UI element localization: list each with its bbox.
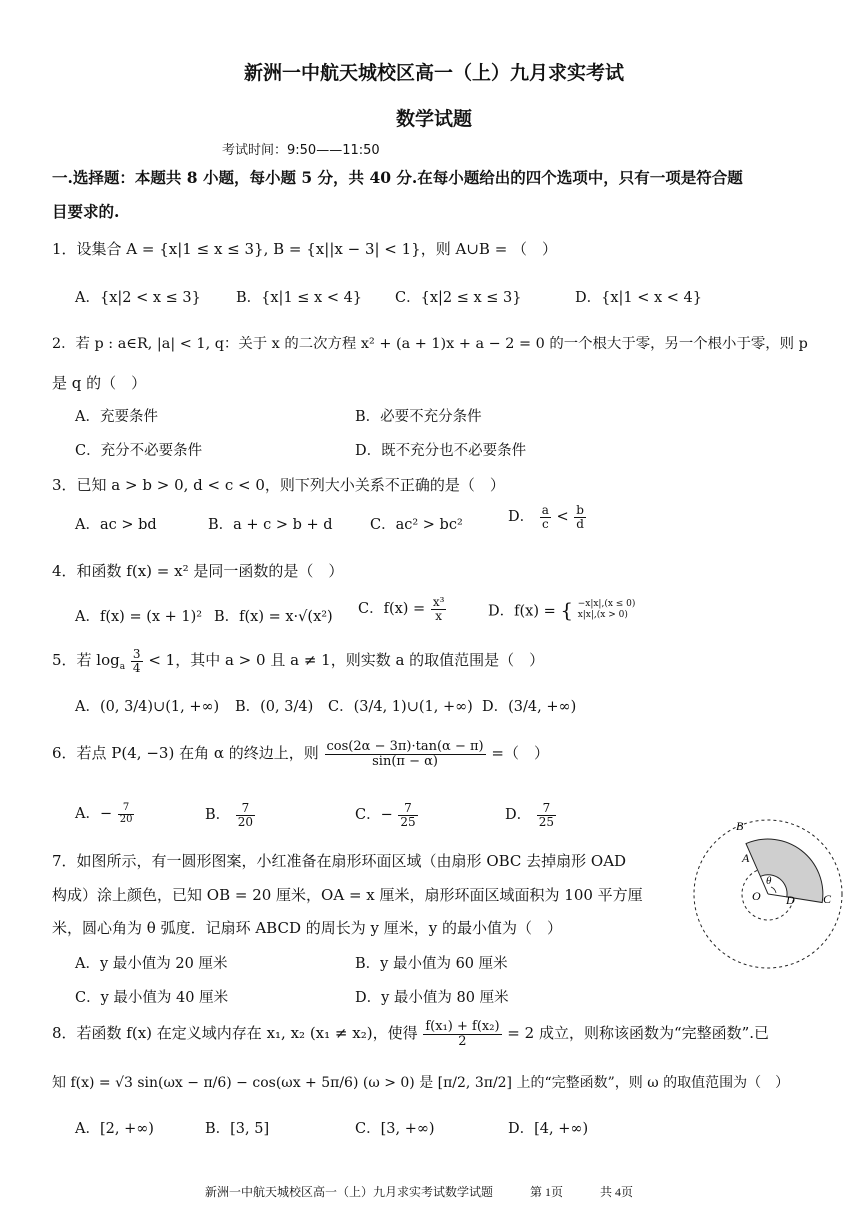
- q2-option-d: D．既不充分也不必要条件: [355, 443, 527, 459]
- q8-stem-line2: 知 f(x) = √3 sin(ωx − π/6) − cos(ωx + 5π/6) (ω > 0) 是 [π/2, 3π/2] 上的“完整函数”，则 ω 的取值范围为（ ）: [52, 1075, 790, 1091]
- q2-option-b: B．必要不充分条件: [355, 409, 482, 425]
- q1-option-b: B．{x|1 ≤ x < 4}: [236, 290, 363, 306]
- q7-stem-line1: 7．如图所示，有一圆形图案，小红准备在扇形环面区域（由扇形 OBC 去掉扇形 OAD: [52, 852, 627, 870]
- q2-stem-cont: 是 q 的（ ）: [52, 374, 147, 392]
- q2-stem: 2．若 p : a∈R, |a| < 1, q：关于 x 的二次方程 x² + (a + 1)x + a − 2 = 0 的一个根大于零，另一个根小于零，则 p: [52, 336, 808, 352]
- q6-option-b: B． $\frac{7}{20}$: [205, 801, 254, 829]
- q7-option-d: D．y 最小值为 80 厘米: [355, 990, 509, 1006]
- q7-option-c: C．y 最小值为 40 厘米: [75, 990, 229, 1006]
- q4-option-c: C．f(x) = $\frac{\text{x³}}{x}$: [358, 595, 445, 623]
- q6-option-d: D． $\frac{7}{25}$: [505, 801, 555, 829]
- q3-option-d: D． $\frac{a}{c}$ < $\frac{b}{d}$: [508, 503, 584, 531]
- q5-option-d: D．(3/4, +∞): [482, 699, 577, 715]
- q3-option-b: B．a + c > b + d: [208, 517, 333, 533]
- page-footer: [205, 1183, 667, 1200]
- label-b: B: [736, 819, 744, 833]
- q3-option-c: C．ac² > bc²: [370, 517, 463, 533]
- q8-option-a: A．[2, +∞): [75, 1121, 154, 1137]
- q4-option-d: D．f(x) = { −x|x|,(x ≤ 0) x|x|,(x > 0): [488, 598, 636, 622]
- q6-stem: 6．若点 P(4, −3) 在角 α 的终边上，则 $\frac{\cos(2\alpha - 3\pi)\cdot\tan(\alpha - \pi)}{\sin(\pi - \alpha)}$ =（ ）: [52, 739, 549, 769]
- q1-option-c: C．{x|2 ≤ x ≤ 3}: [395, 290, 522, 306]
- footer-page: 第 1页: [530, 1185, 564, 1199]
- q2-option-a: A．充要条件: [75, 409, 158, 425]
- exam-time: 考试时间：9:50——11:50: [222, 143, 380, 158]
- q7-sector-figure: [690, 812, 850, 972]
- q5-stem: 5．若 $\log_a$ $\frac{3}{4}$ < 1，其中 a > 0 且 a ≠ 1，则实数 a 的取值范围是（ ）: [52, 647, 545, 675]
- section-heading: 一.选择题：本题共 8 小题，每小题 5 分，共 40 分.在每小题给出的四个选项中，只有一项是符合题: [52, 168, 743, 187]
- q4-option-b: B．f(x) = x·√(x²): [214, 609, 333, 625]
- label-d: D: [786, 893, 795, 907]
- q5-option-c: C．(3/4, 1)∪(1, +∞): [328, 699, 473, 715]
- label-a: A: [742, 851, 750, 865]
- q7-stem-line3: 米，圆心角为 θ 弧度．记扇环 ABCD 的周长为 y 厘米，y 的最小值为（ ）: [52, 919, 562, 937]
- q3-option-a: A．ac > bd: [75, 517, 157, 533]
- q2-option-c: C．充分不必要条件: [75, 443, 203, 459]
- q6-option-a: A．− $\frac{7}{20}$: [75, 802, 133, 825]
- q1-stem: 1．设集合 A = {x|1 ≤ x ≤ 3}, B = {x||x − 3| < 1}，则 A∪B = （ ）: [52, 240, 558, 258]
- q8-option-c: C．[3, +∞): [355, 1121, 435, 1137]
- q1-option-a: A．{x|2 < x ≤ 3}: [75, 290, 201, 306]
- q7-option-b: B．y 最小值为 60 厘米: [355, 956, 508, 972]
- q7-stem-line2: 构成）涂上颜色，已知 OB = 20 厘米，OA = x 厘米，扇形环面区域面积为 100 平方厘: [52, 886, 643, 904]
- q8-option-b: B．[3, 5]: [205, 1121, 270, 1137]
- label-c: C: [823, 892, 832, 906]
- q7-option-a: A．y 最小值为 20 厘米: [75, 956, 228, 972]
- label-theta: θ: [766, 875, 772, 887]
- q6-option-c: C．− $\frac{7}{25}$: [355, 801, 416, 829]
- q4-option-a: A．f(x) = (x + 1)²: [75, 609, 203, 625]
- exam-subtitle: 数学试题: [395, 108, 472, 130]
- q4-stem: 4．和函数 f(x) = x² 是同一函数的是（ ）: [52, 562, 344, 580]
- q5-option-b: B．(0, 3/4): [235, 699, 314, 715]
- q8-option-d: D．[4, +∞): [508, 1121, 589, 1137]
- section-heading-cont: 目要求的.: [52, 202, 120, 221]
- label-o: O: [752, 889, 761, 903]
- q1-option-d: D．{x|1 < x < 4}: [575, 290, 703, 306]
- q5-option-a: A．(0, 3/4)∪(1, +∞): [75, 699, 220, 715]
- footer-total: 共 4页: [600, 1185, 634, 1199]
- footer-title: 新洲一中航天城校区高一（上）九月求实考试数学试题: [205, 1185, 494, 1199]
- q8-stem-line1: 8．若函数 f(x) 在定义域内存在 x₁, x₂ (x₁ ≠ x₂)，使得 $\frac{\text{f(x₁) + f(x₂)}}{2}$ = 2 成立，则称该函数为“完整函数”.已: [52, 1019, 770, 1049]
- exam-title: 新洲一中航天城校区高一（上）九月求实考试: [243, 62, 624, 84]
- q3-stem: 3．已知 a > b > 0, d < c < 0，则下列大小关系不正确的是（ ）: [52, 476, 505, 494]
